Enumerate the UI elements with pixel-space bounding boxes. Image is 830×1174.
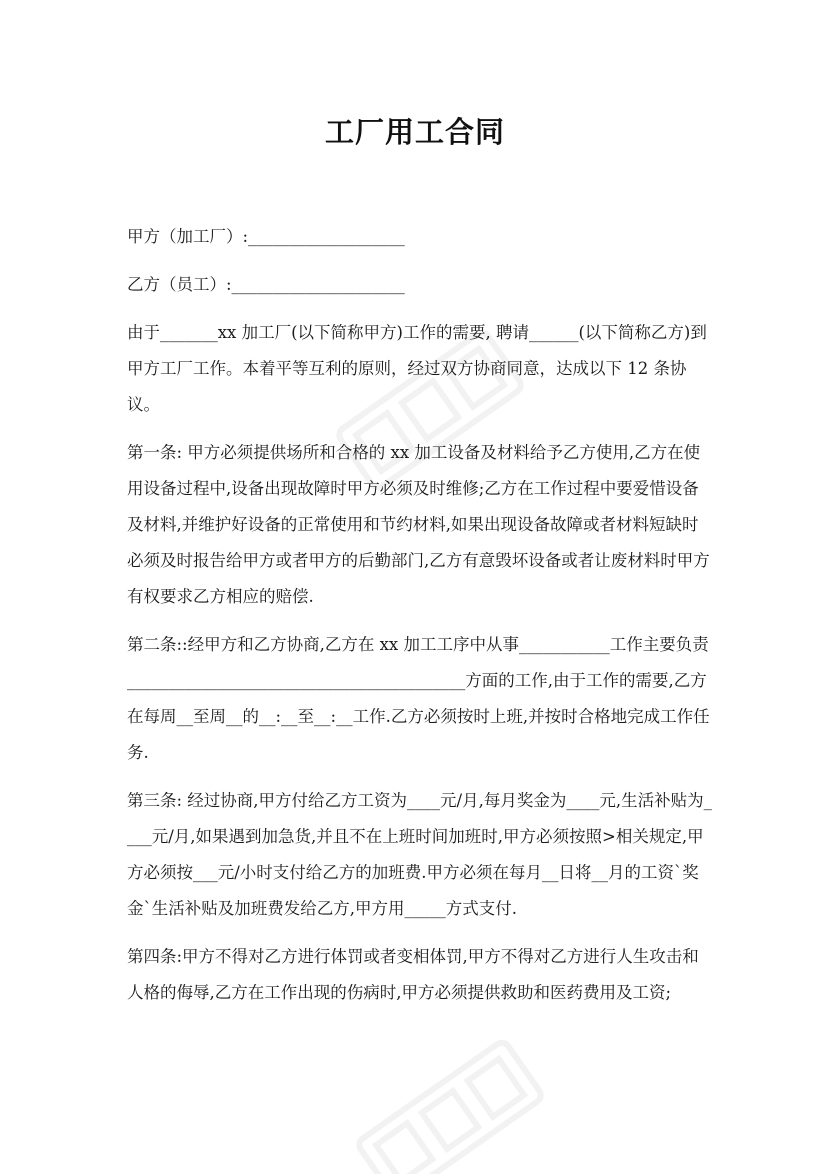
party-a-line: 甲方（加工厂）:___________________ [127,227,405,246]
document-body [127,219,713,1023]
article-4-paragraph: 第四条:甲方不得对乙方进行体罚或者变相体罚,甲方不得对乙方进行人生攻击和人格的侮辱,乙方在工作出现的伤病时,甲方必须提供救助和医药费用及工资; [127,947,699,1002]
article-3-paragraph: 第三条: 经过协商,甲方付给乙方工资为____元/月,每月奖金为____元,生活补贴为____元/月,如果遇到加急货,并且不在上班时间加班时,甲方必须按照>相关规定,甲方必须按___元/小时支付给乙方的加班费.甲方必须在每月__日将__月的工资`奖金`生活补贴及加班费发给乙方,甲方用_____方式支付. [127,791,712,918]
document-title: 工厂用工合同 [324,115,505,149]
article-1-paragraph: 第一条: 甲方必须提供场所和合格的 xx 加工设备及材料给予乙方使用,乙方在使用设备过程中,设备出现故障时甲方必须及时维修;乙方在工作过程中要爱惜设备及材料,并维护好设备的正常使用和节约材料,如果出现设备故障或者材料短缺时必须及时报告给甲方或者甲方的后勤部门,乙方有意毁坏设备或者让废材料时甲方有权要求乙方相应的赔偿. [127,443,710,606]
article-2-paragraph: 第二条::经甲方和乙方协商,乙方在 xx 加工工序中从事___________工作主要负责_________________________________________方面的工作,由于工作的需要,乙方在每周__至周__的__:__至__:__工作.乙方必须按时上班,并按时合格地完成工作任务. [127,635,710,762]
preamble-paragraph: 由于_______xx 加工厂(以下简称甲方)工作的需要, 聘请______(以下简称乙方)到甲方工厂工作。本着平等互利的原则，经过双方协商同意，达成以下 12 条协议。 [127,323,707,414]
party-b-line: 乙方（员工）:_____________________ [127,275,405,294]
